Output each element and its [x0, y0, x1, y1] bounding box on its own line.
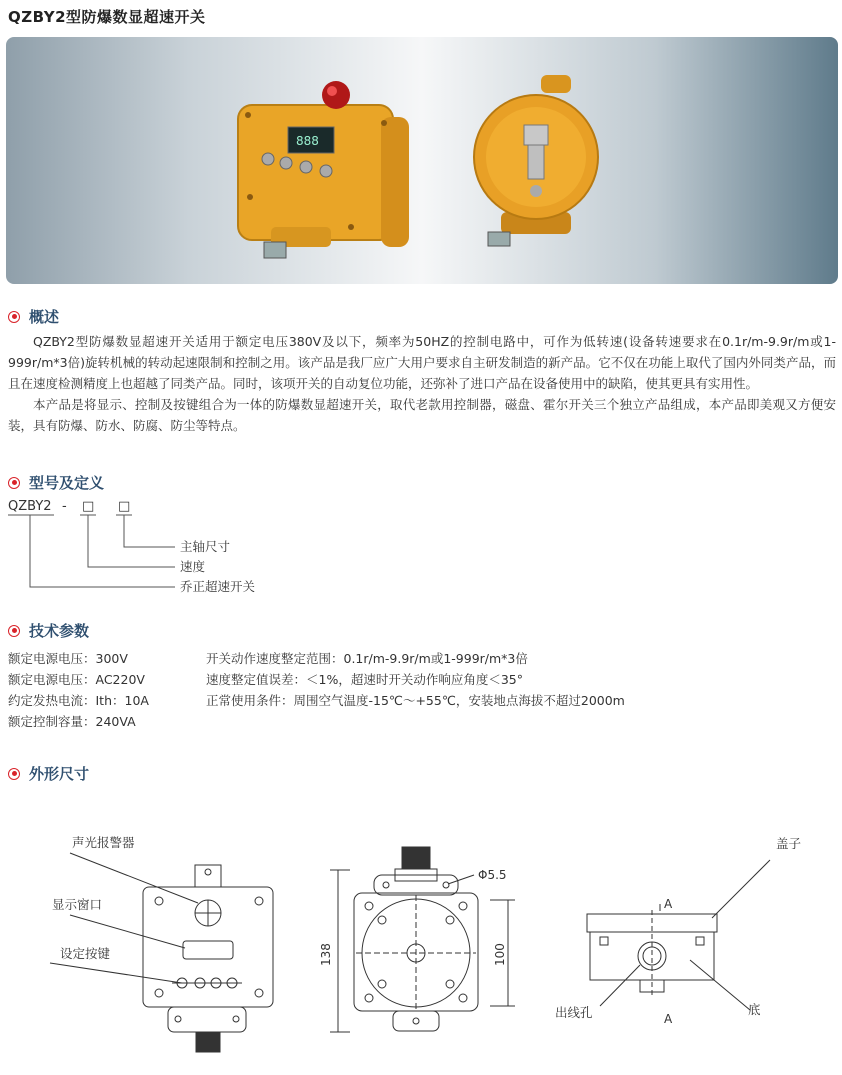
label-section-a-bottom: A — [664, 1012, 673, 1026]
section-bullet-icon — [8, 625, 20, 637]
section-heading-model: 型号及定义 — [8, 472, 104, 493]
label-hole-dia: Φ5.5 — [478, 868, 507, 882]
section-bullet-icon — [8, 768, 20, 780]
model-placeholder-speed: □ — [82, 499, 95, 514]
tech-spec-item: 速度整定值误差：＜1%，超速时开关动作响应角度＜35° — [206, 672, 523, 687]
svg-text:888: 888 — [296, 134, 319, 148]
page-title: QZBY2型防爆数显超速开关 — [8, 8, 206, 26]
label-section-a-top: A — [664, 897, 673, 911]
label-display-window: 显示窗口 — [52, 897, 103, 912]
model-code-diagram — [0, 490, 320, 600]
tech-spec-item: 额定控制容量：240VA — [8, 714, 136, 729]
label-outlet: 出线孔 — [555, 1005, 593, 1020]
side-device-photo — [474, 75, 598, 246]
label-set-buttons: 设定按键 — [60, 946, 111, 961]
tech-spec-item: 正常使用条件：周围空气温度-15℃～+55℃，安装地点海拔不超过2000m — [206, 693, 625, 708]
tech-specs-left — [8, 648, 149, 732]
model-dash: - — [62, 499, 67, 514]
tech-spec-item: 额定电源电压：300V — [8, 651, 128, 666]
overview-paragraph: 本产品是将显示、控制及按键组合为一体的防爆数显超速开关，取代老款用控制器，磁盘、霍尔开关三个独立产品组成，本产品即美观又方便安装，具有防爆、防水、防腐、防尘等特点。 — [8, 397, 836, 433]
tech-spec-item: 约定发热电流：Ith：10A — [8, 693, 149, 708]
model-code: QZBY2 — [8, 499, 52, 514]
label-cover: 盖子 — [776, 836, 802, 851]
section-view-drawing — [587, 860, 770, 1010]
dimension-drawings — [0, 820, 842, 1075]
model-label-shaft: 主轴尺寸 — [180, 539, 231, 554]
front-device-photo — [238, 81, 409, 258]
tech-specs-right — [206, 648, 625, 711]
model-label-brand: 乔正超速开关 — [180, 579, 256, 594]
model-label-speed: 速度 — [180, 559, 206, 574]
overview-paragraph: QZBY2型防爆数显超速开关适用于额定电压380V及以下，频率为50HZ的控制电路中，可作为低转速(设备转速要求在0.1r/m-9.9r/m或1-999r/m*3倍)旋转机械的转动起速限制和控制之用。该产品是我厂应广大用户要求自主研发制造的新产品。它不仅在功能上取代了国内外同类产品，而且在速度检测精度上也超越了同类产品。同时，该项开关的自动复位功能，还弥补了进口产品在设备使用中的缺陷，使其更具有实用性。 — [8, 334, 836, 391]
tech-spec-item: 开关动作速度整定范围：0.1r/m-9.9r/m或1-999r/m*3倍 — [206, 651, 528, 666]
section-heading-dimensions: 外形尺寸 — [8, 763, 89, 784]
label-base: 底 — [748, 1002, 761, 1017]
product-photo — [6, 37, 838, 284]
label-width: 100 — [493, 943, 507, 966]
section-bullet-icon — [8, 477, 20, 489]
overview-text — [8, 331, 836, 436]
tech-spec-item: 额定电源电压：AC220V — [8, 672, 145, 687]
section-heading-tech: 技术参数 — [8, 620, 89, 641]
section-bullet-icon — [8, 311, 20, 323]
product-photo-banner — [6, 37, 838, 284]
section-heading-overview: 概述 — [8, 306, 59, 327]
model-placeholder-shaft: □ — [118, 499, 131, 514]
label-alarm: 声光报警器 — [72, 835, 135, 850]
label-height: 138 — [319, 943, 333, 966]
